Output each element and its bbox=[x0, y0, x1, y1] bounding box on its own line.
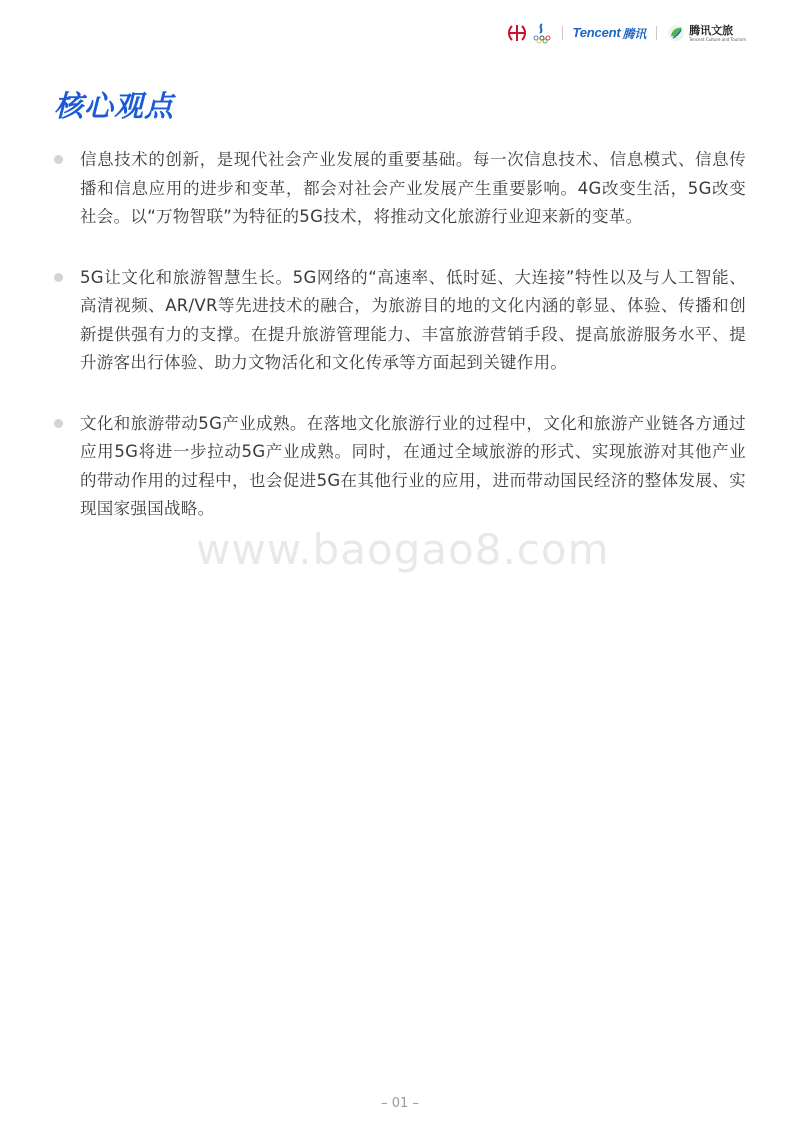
list-item-text: 信息技术的创新，是现代社会产业发展的重要基础。每一次信息技术、信息模式、信息传播和信息应用的进步和变革，都会对社会产业发展产生重要影响。4G改变生活，5G改变社会。以“万物智联”为特征的5G技术，将推动文化旅游行业迎来新的变革。 bbox=[80, 150, 746, 226]
header-divider bbox=[562, 26, 563, 40]
page-title: 核心观点 bbox=[54, 89, 175, 123]
bullet-dot-icon bbox=[54, 155, 63, 164]
page-header bbox=[506, 18, 746, 48]
watermark: www.baogao8.com bbox=[196, 525, 610, 574]
tencent-logo-en: Tencent bbox=[572, 24, 621, 40]
bullet-dot-icon bbox=[54, 273, 63, 282]
list-item-text: 文化和旅游带动5G产业成熟。在落地文化旅游行业的过程中，文化和旅游产业链各方通过应用5G将进一步拉动5G产业成熟。同时，在通过全域旅游的形式、实现旅游对其他产业的带动作用的过程中，也会促进5G在其他行业的应用，进而带动国民经济的整体发展、实现国家强国战略。 bbox=[80, 413, 746, 518]
wenlv-logo-en: Tencent Culture and Tourism bbox=[689, 36, 746, 42]
list-item bbox=[54, 264, 746, 378]
olympic-emblem-icon bbox=[532, 22, 552, 44]
china-unicom-knot-icon bbox=[506, 22, 528, 44]
list-item bbox=[54, 146, 746, 232]
list-item-text: 5G让文化和旅游智慧生长。5G网络的“高速率、低时延、大连接”特性以及与人工智能、高清视频、AR/VR等先进技术的融合，为旅游目的地的文化内涵的彰显、体验、传播和创新提供强有力的支撑。在提升旅游管理能力、丰富旅游营销手段、提高旅游服务水平、提升游客出行体验、助力文物活化和文化传承等方面起到关键作用。 bbox=[80, 267, 746, 372]
key-points-list bbox=[54, 146, 746, 556]
tencent-wenlv-logo bbox=[667, 24, 746, 42]
wenlv-leaf-icon bbox=[667, 24, 685, 42]
bullet-dot-icon bbox=[54, 419, 63, 428]
wenlv-logo-cn: 腾讯文旅 bbox=[689, 23, 734, 37]
china-unicom-logo bbox=[506, 22, 552, 44]
header-divider bbox=[656, 26, 657, 40]
page-number: – 01 – bbox=[381, 1096, 419, 1111]
tencent-logo-cn: 腾讯 bbox=[622, 26, 647, 41]
tencent-logo bbox=[573, 25, 647, 42]
list-item bbox=[54, 410, 746, 524]
